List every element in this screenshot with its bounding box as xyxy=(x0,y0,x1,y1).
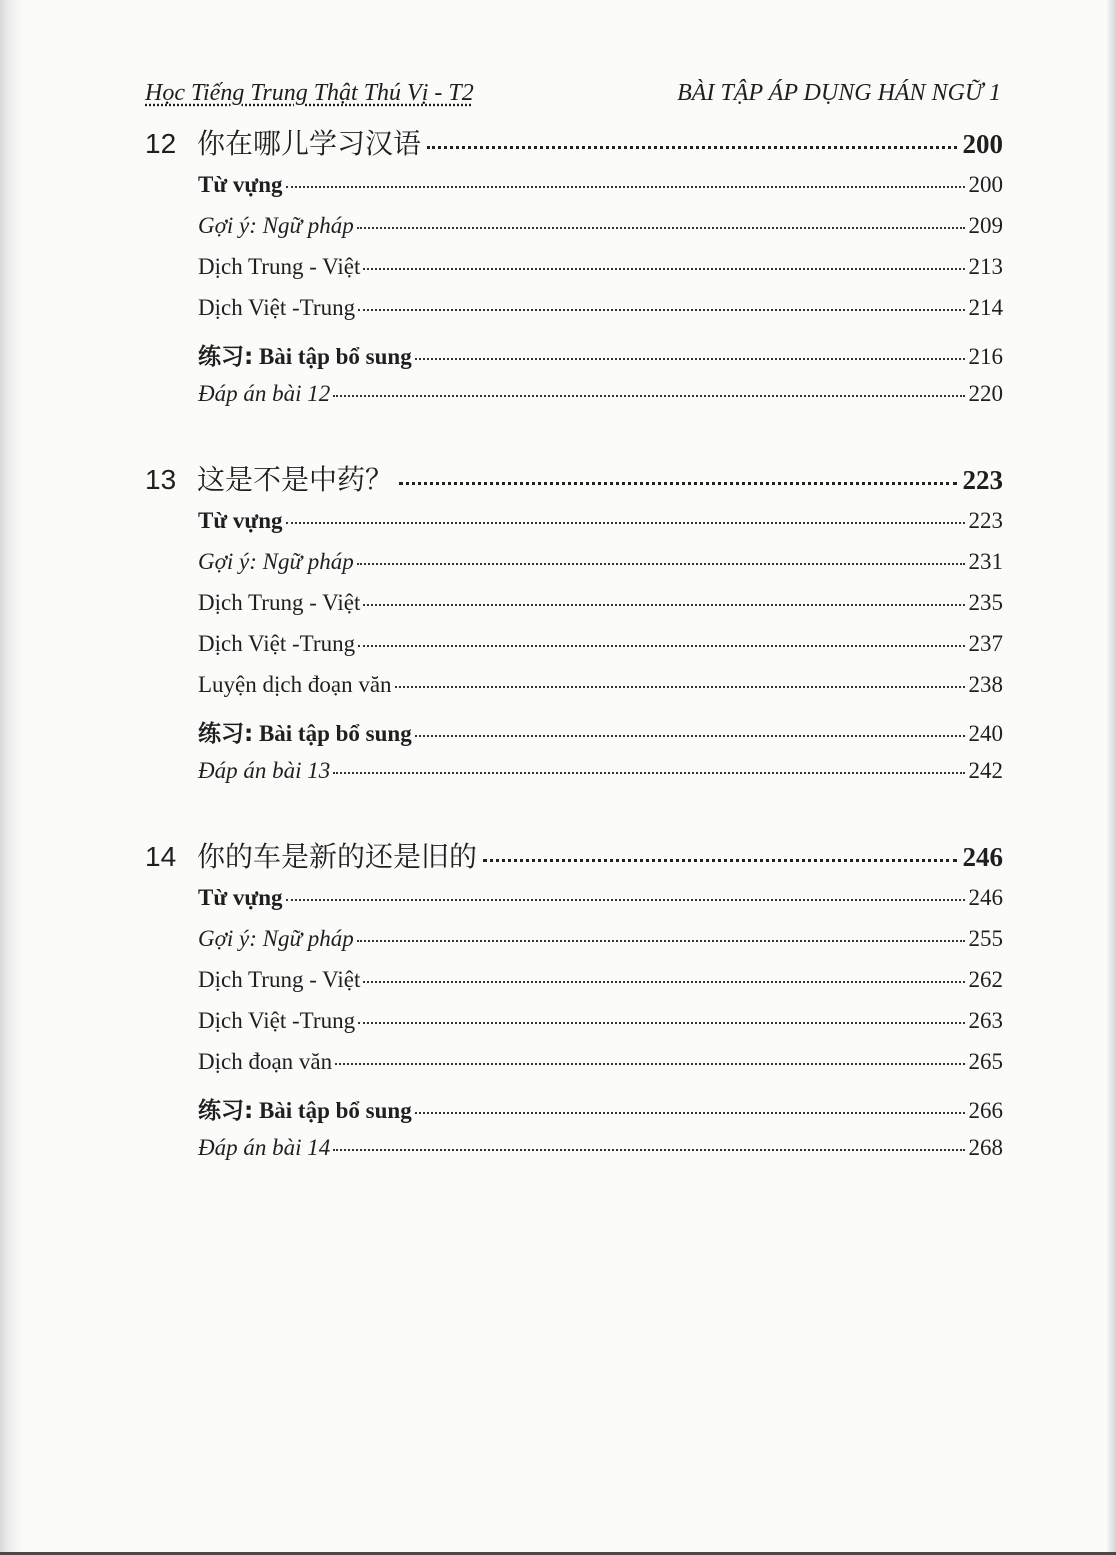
entry-label: Từ vựng xyxy=(198,508,283,533)
entry-page: 220 xyxy=(968,381,1003,406)
entry-label: Gợi ý: Ngữ pháp xyxy=(198,549,354,574)
entry-page: 240 xyxy=(968,721,1003,746)
entry-label: Từ vựng xyxy=(198,172,283,197)
toc-entry-exercises[interactable] xyxy=(198,715,1003,749)
entry-label: Dịch Việt -Trung xyxy=(198,631,356,656)
dot-leader xyxy=(363,268,964,270)
entry-page: 216 xyxy=(968,344,1003,369)
dot-leader xyxy=(415,1112,965,1114)
toc-entry-grammar[interactable] xyxy=(198,926,1003,960)
toc-entry-exercises[interactable] xyxy=(198,1092,1003,1126)
toc-entry-translate-vn-cn[interactable] xyxy=(198,295,1003,329)
entry-page: 266 xyxy=(968,1098,1003,1123)
entry-label: Gợi ý: Ngữ pháp xyxy=(198,926,354,951)
exercise-prefix: 练习: xyxy=(198,721,254,747)
chapter-heading[interactable] xyxy=(145,835,1003,875)
entry-label: Dịch Trung - Việt xyxy=(198,254,361,279)
chapter-heading[interactable] xyxy=(145,122,1003,162)
entry-label-group xyxy=(198,338,412,371)
entry-label: Đáp án bài 13 xyxy=(198,758,331,783)
entry-page: 246 xyxy=(968,885,1003,910)
toc-entry-paragraph-translation[interactable] xyxy=(198,672,1003,706)
toc-entry-answers[interactable] xyxy=(198,1135,1003,1169)
toc-entry-translate-vn-cn[interactable] xyxy=(198,631,1003,665)
entry-page: 242 xyxy=(968,758,1003,783)
dot-leader xyxy=(363,981,964,983)
dot-leader xyxy=(335,1063,964,1065)
chapter-page: 246 xyxy=(962,842,1003,872)
entry-page: 213 xyxy=(968,254,1003,279)
entry-page: 200 xyxy=(968,172,1003,197)
dot-leader xyxy=(427,146,956,149)
entry-label: Dịch Trung - Việt xyxy=(198,590,361,615)
dot-leader xyxy=(357,227,965,229)
chapter-page: 200 xyxy=(962,129,1003,159)
toc-entry-grammar[interactable] xyxy=(198,213,1003,247)
entry-page: 265 xyxy=(968,1049,1003,1074)
entry-page: 235 xyxy=(968,590,1003,615)
entry-page: 255 xyxy=(968,926,1003,951)
dot-leader xyxy=(286,899,965,901)
dot-leader xyxy=(399,482,956,485)
chapter-page: 223 xyxy=(962,465,1003,495)
dot-leader xyxy=(333,772,964,774)
entry-label-group xyxy=(198,1092,412,1125)
entry-label: Bài tập bổ sung xyxy=(258,1098,412,1123)
entry-label: Gợi ý: Ngữ pháp xyxy=(198,213,354,238)
dot-leader xyxy=(333,395,964,397)
dot-leader xyxy=(357,563,965,565)
dot-leader xyxy=(358,645,964,647)
toc-entry-translate-cn-vn[interactable] xyxy=(198,254,1003,288)
toc-entry-answers[interactable] xyxy=(198,758,1003,792)
chapter-title: 你的车是新的还是旧的 xyxy=(197,840,478,873)
entry-label: Dịch Việt -Trung xyxy=(198,1008,356,1033)
chapter-number: 13 xyxy=(145,464,177,495)
dot-leader xyxy=(286,522,965,524)
toc-entry-vocabulary[interactable] xyxy=(198,172,1003,206)
entry-page: 268 xyxy=(968,1135,1003,1160)
toc-entry-paragraph-translation[interactable] xyxy=(198,1049,1003,1083)
book-title: Học Tiếng Trung Thật Thú Vị - T2 xyxy=(145,80,474,106)
entry-label: Dịch Trung - Việt xyxy=(198,967,361,992)
toc-entry-vocabulary[interactable] xyxy=(198,508,1003,542)
entry-label: Luyện dịch đoạn văn xyxy=(198,672,392,697)
toc-entry-translate-cn-vn[interactable] xyxy=(198,967,1003,1001)
dot-leader xyxy=(358,309,964,311)
scan-edge-right xyxy=(1106,0,1116,1555)
chapter-heading[interactable] xyxy=(145,458,1003,498)
chapter-title: 你在哪儿学习汉语 xyxy=(197,127,422,160)
toc-entry-grammar[interactable] xyxy=(198,549,1003,583)
entry-label: Dịch đoạn văn xyxy=(198,1049,333,1074)
toc-entry-translate-vn-cn[interactable] xyxy=(198,1008,1003,1042)
chapter-title: 这是不是中药？ xyxy=(197,463,394,496)
dot-leader xyxy=(333,1149,964,1151)
exercise-prefix: 练习: xyxy=(198,1098,254,1124)
entry-page: 214 xyxy=(968,295,1003,320)
entry-page: 231 xyxy=(968,549,1003,574)
exercise-prefix: 练习: xyxy=(198,344,254,370)
toc-entry-vocabulary[interactable] xyxy=(198,885,1003,919)
section-title: BÀI TẬP ÁP DỤNG HÁN NGỮ 1 xyxy=(677,80,1001,106)
entry-label-group xyxy=(198,715,412,748)
entry-page: 238 xyxy=(968,672,1003,697)
entry-page: 209 xyxy=(968,213,1003,238)
entry-page: 263 xyxy=(968,1008,1003,1033)
entry-page: 237 xyxy=(968,631,1003,656)
dot-leader xyxy=(358,1022,964,1024)
dot-leader xyxy=(286,186,965,188)
toc-entry-translate-cn-vn[interactable] xyxy=(198,590,1003,624)
entry-label: Dịch Việt -Trung xyxy=(198,295,356,320)
chapter-number: 12 xyxy=(145,128,177,159)
entry-label: Từ vựng xyxy=(198,885,283,910)
scan-edge-left xyxy=(0,0,22,1555)
dot-leader xyxy=(483,859,956,862)
dot-leader xyxy=(363,604,964,606)
dot-leader xyxy=(415,358,965,360)
entry-label: Đáp án bài 12 xyxy=(198,381,331,406)
entry-label: Bài tập bổ sung xyxy=(258,344,412,369)
entry-label: Đáp án bài 14 xyxy=(198,1135,331,1160)
toc-entry-answers[interactable] xyxy=(198,381,1003,415)
entry-page: 262 xyxy=(968,967,1003,992)
dot-leader xyxy=(415,735,965,737)
toc-entry-exercises[interactable] xyxy=(198,338,1003,372)
running-header xyxy=(145,80,1001,114)
chapter-number: 14 xyxy=(145,841,177,872)
dot-leader xyxy=(357,940,965,942)
dot-leader xyxy=(395,686,965,688)
entry-label: Bài tập bổ sung xyxy=(258,721,412,746)
entry-page: 223 xyxy=(968,508,1003,533)
